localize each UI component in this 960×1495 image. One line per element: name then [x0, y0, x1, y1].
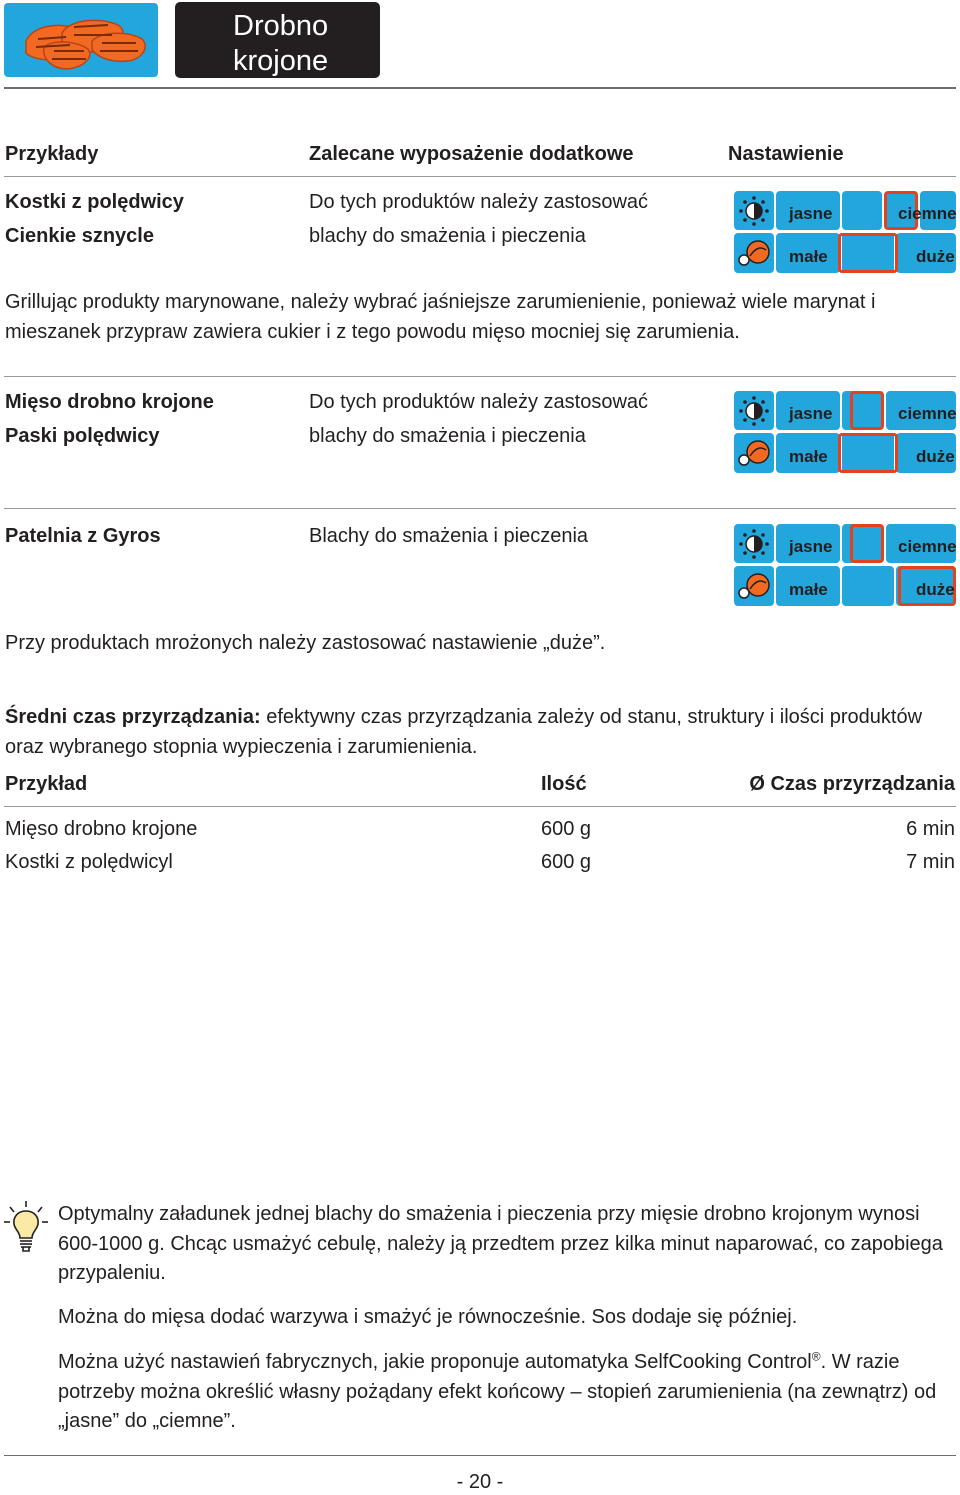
table-header-divider [4, 176, 956, 177]
label-small: małe [789, 447, 828, 466]
label-large: duże [916, 247, 955, 266]
tip3-line-2: potrzeby można określić własny pożądany efekt końcowy – stopień zarumienienia (na zewnątrz) od [58, 1381, 937, 1403]
row2-accessory-1: Do tych produktów należy zastosować [309, 391, 649, 413]
row1-note-line-1: Grillując produkty marynowane, należy wybrać jaśniejsze zarumienienie, ponieważ wiele marynat i [5, 291, 876, 313]
time-table-header-time: Ø Czas przyrządzania [749, 773, 955, 795]
table-row-2-time: 7 min [906, 851, 955, 873]
row1-setting-panel [734, 191, 956, 273]
label-large: duże [916, 580, 955, 599]
label-dark: ciemne [898, 404, 957, 423]
row2-accessory-2: blachy do smażenia i pieczenia [309, 425, 586, 447]
row2-example-1: Mięso drobno krojone [5, 391, 214, 413]
avg-time-text-1: efektywny czas przyrządzania zależy od stanu, struktury i ilości produktów [260, 706, 923, 728]
table-row-1-example: Mięso drobno krojone [5, 818, 198, 840]
time-table-header-quantity: Ilość [541, 773, 587, 795]
table-row-2-quantity: 600 g [541, 851, 592, 873]
page-number: - 20 - [456, 1471, 504, 1493]
col-header-setting: Nastawienie [728, 143, 844, 165]
category-logo [4, 3, 158, 77]
footer-divider [4, 1455, 956, 1456]
tip1-line-1: Optymalny załadunek jednej blachy do smażenia i pieczenia przy mięsie drobno krojonym wynosi [58, 1203, 920, 1225]
tip1-line-2: 600-1000 g. Chcąc usmażyć cebulę, należy ją przedtem przez kilka minut naparować, co zapobiega [58, 1233, 943, 1255]
meat-pieces-icon [4, 3, 158, 77]
table-row-1-time: 6 min [906, 818, 955, 840]
row3-setting-panel [734, 524, 956, 606]
label-light: jasne [789, 404, 833, 423]
browning-icon [737, 394, 771, 428]
label-dark: ciemne [898, 204, 957, 223]
frying-pan-icon [736, 236, 772, 270]
selected-browning-cell [850, 391, 884, 430]
browning-icon [737, 194, 771, 228]
label-small: małe [789, 580, 828, 599]
selected-size-cell [838, 233, 898, 273]
label-large: duże [916, 447, 955, 466]
row1-divider [4, 376, 956, 377]
row1-accessory-2: blachy do smażenia i pieczenia [309, 225, 586, 247]
tip3-line-3: „jasne” do „ciemne”. [58, 1410, 236, 1432]
avg-time-line-1 [5, 702, 922, 732]
row2-example-2: Paski polędwicy [5, 425, 160, 447]
mid-cell [842, 191, 882, 230]
avg-time-line-2: oraz wybranego stopnia wypieczenia i zarumienienia. [5, 736, 478, 758]
lightbulb-icon [4, 1200, 48, 1254]
avg-time-label: Średni czas przyrządzania: [5, 706, 261, 728]
frying-pan-icon [736, 436, 772, 470]
tip2: Można do mięsa dodać warzywa i smażyć je równocześnie. Sos dodaje się później. [58, 1306, 798, 1328]
mid-size-cell [842, 566, 894, 606]
row1-note-line-2: mieszanek przypraw zawiera cukier i z tego powodu mięso mocniej się zarumienia. [5, 321, 740, 343]
table-row-1-quantity: 600 g [541, 818, 592, 840]
tip3-line-1 [58, 1347, 899, 1377]
tip3-text-b: . W razie [820, 1351, 900, 1373]
row2-setting-panel [734, 391, 956, 473]
time-table-header-example: Przykład [5, 773, 88, 795]
tip3-text-a: Można użyć nastawień fabrycznych, jakie proponuje automatyka SelfCooking Control [58, 1351, 812, 1373]
row3-accessory-1: Blachy do smażenia i pieczenia [309, 525, 589, 547]
col-header-examples: Przykłady [5, 143, 99, 165]
label-dark: ciemne [898, 537, 957, 556]
selected-browning-cell [850, 524, 884, 563]
page-title-box [175, 2, 380, 78]
row2-divider [4, 508, 956, 509]
label-light: jasne [789, 204, 833, 223]
row1-example-2: Cienkie sznycle [5, 225, 154, 247]
label-light: jasne [789, 537, 833, 556]
time-table-divider [4, 806, 956, 807]
frying-pan-icon [736, 569, 772, 603]
row1-example-1: Kostki z polędwicy [5, 191, 184, 213]
row1-accessory-1: Do tych produktów należy zastosować [309, 191, 649, 213]
col-header-accessories: Zalecane wyposażenie dodatkowe [309, 143, 634, 165]
page-title-line-2: krojone [233, 45, 329, 77]
page-title-line-1: Drobno [233, 10, 329, 42]
label-small: małe [789, 247, 828, 266]
browning-icon [737, 527, 771, 561]
header-divider [4, 87, 956, 89]
selected-size-cell [838, 433, 898, 473]
table-row-2-example: Kostki z polędwicyl [5, 851, 173, 873]
registered-mark: ® [811, 1349, 821, 1364]
tip1-line-3: przypaleniu. [58, 1262, 166, 1284]
row3-example-1: Patelnia z Gyros [5, 525, 161, 547]
frozen-note: Przy produktach mrożonych należy zastosować nastawienie „duże”. [5, 632, 606, 654]
